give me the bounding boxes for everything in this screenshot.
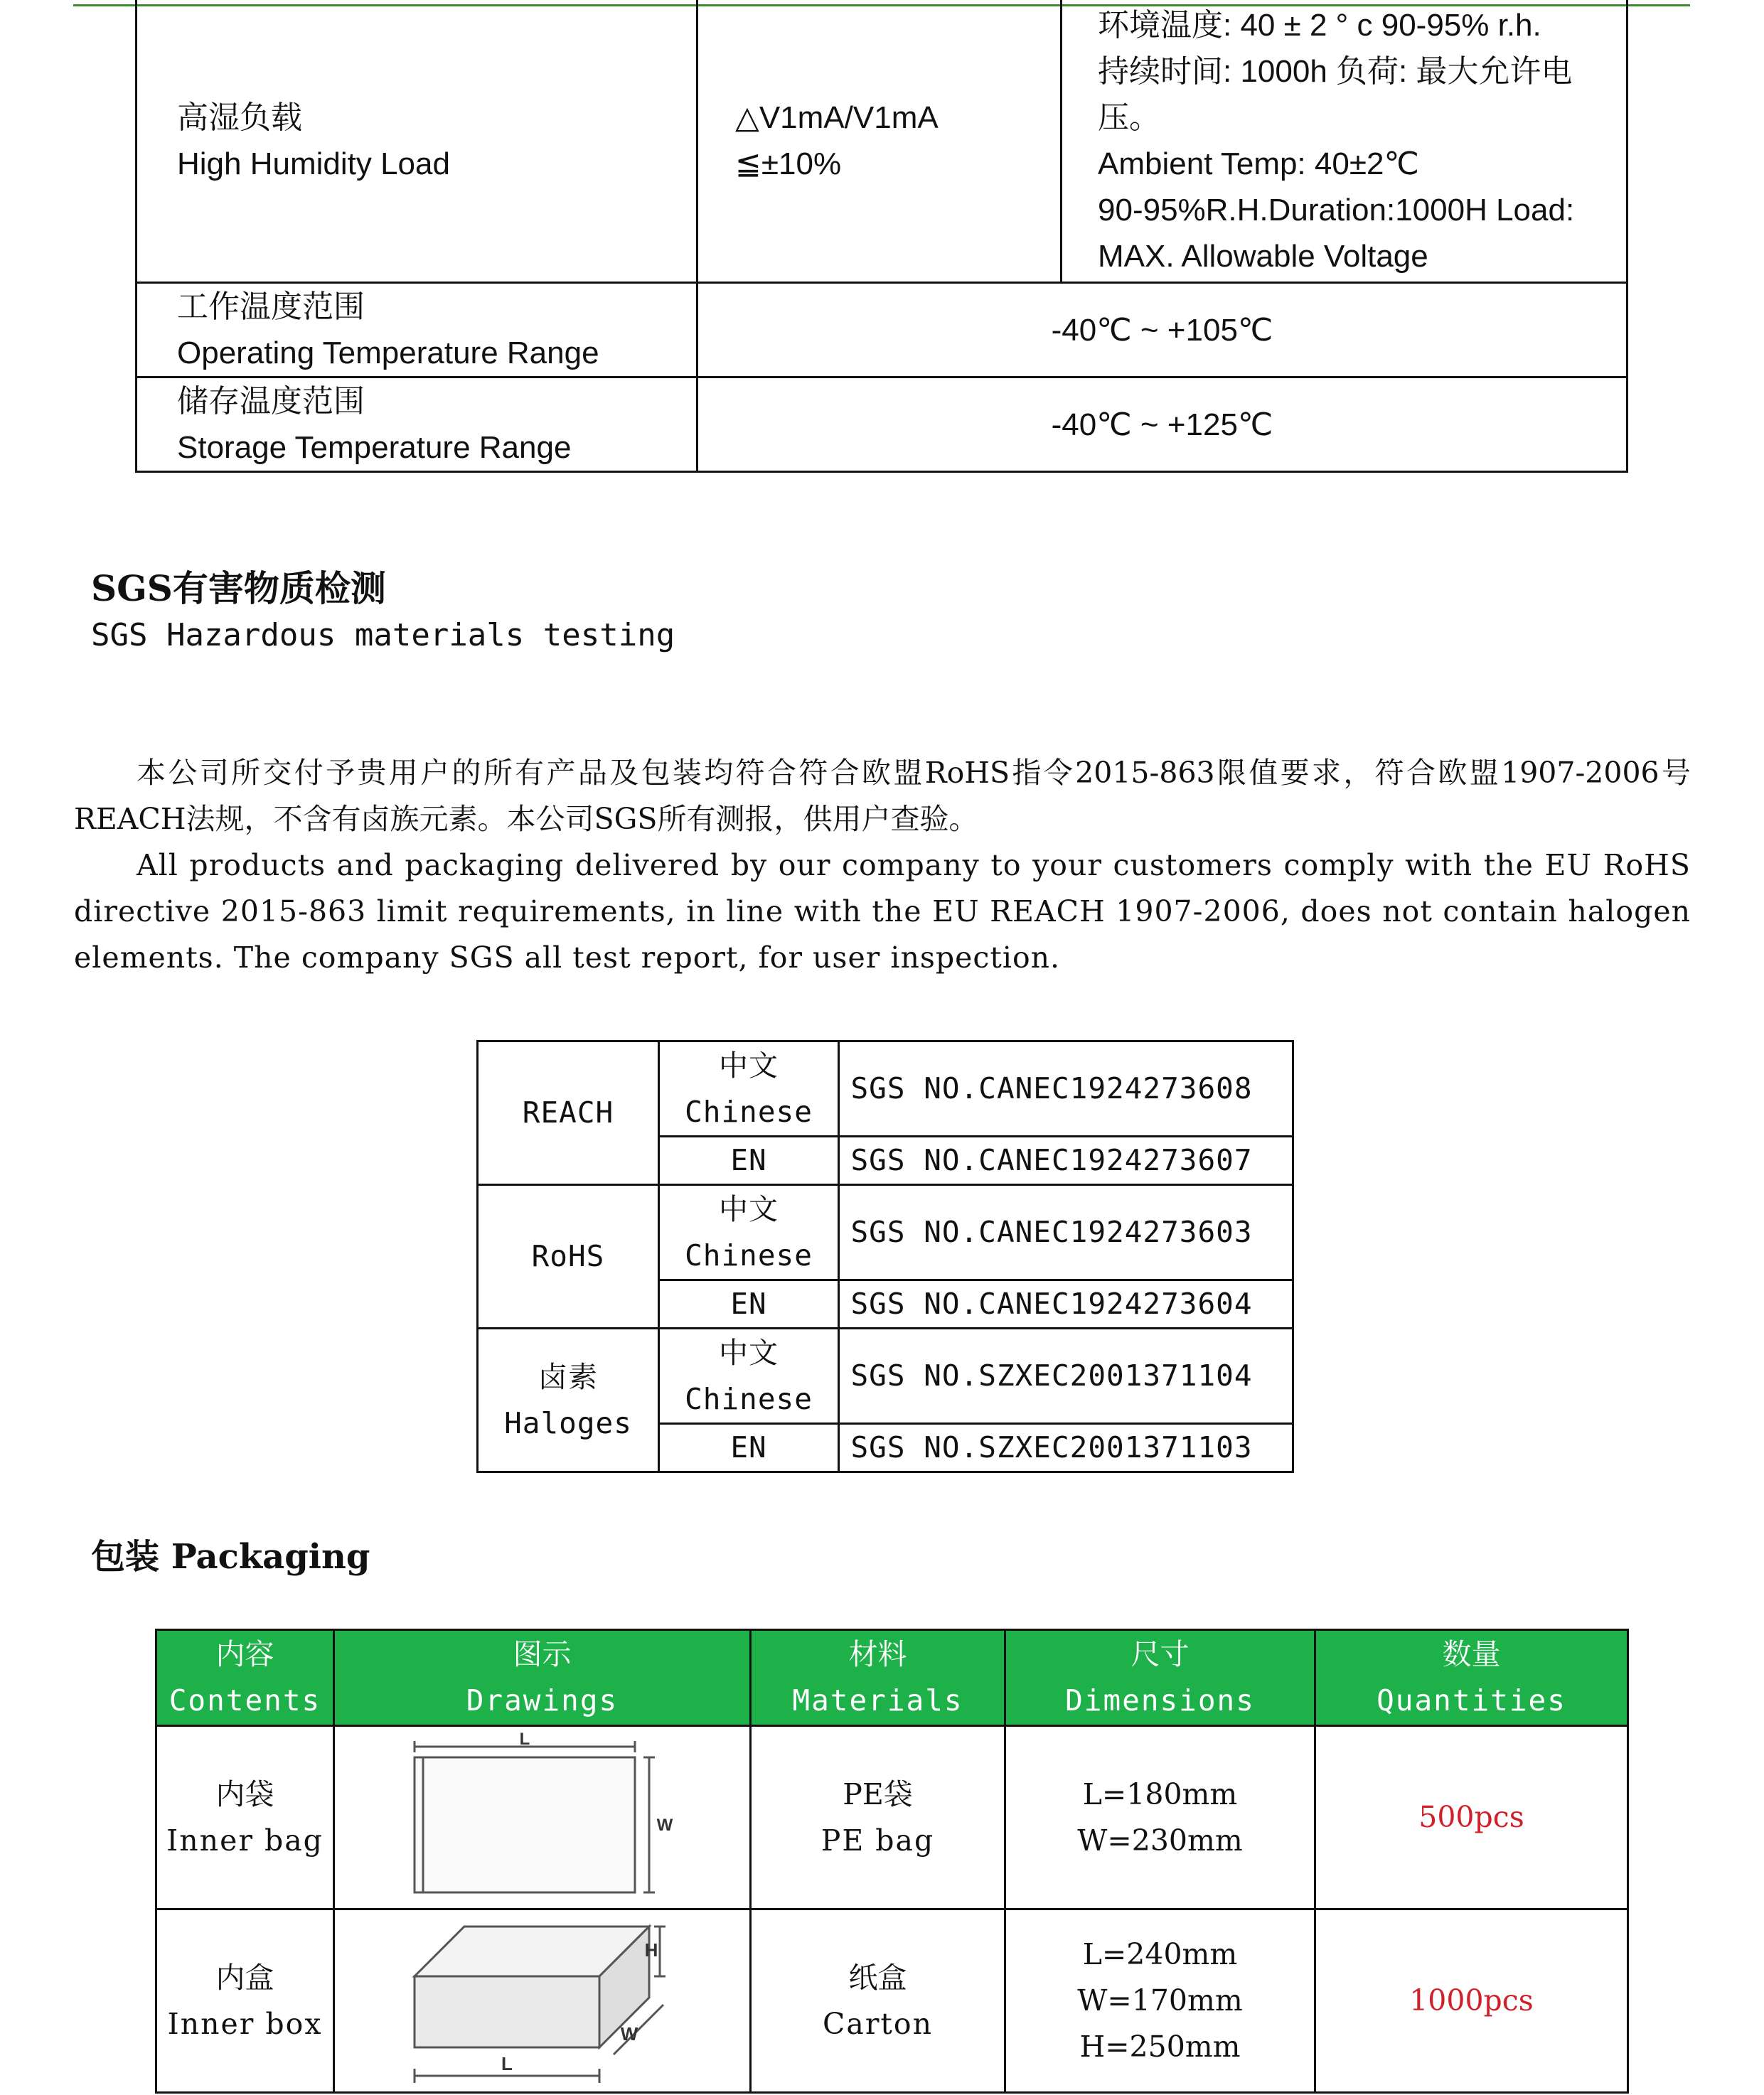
- sgs-row: [478, 1185, 1293, 1280]
- sgs-lang-cn-en: Chinese: [685, 1238, 813, 1272]
- material-en: Carton: [823, 2006, 933, 2041]
- dimension-line: W=230mm: [1077, 1823, 1243, 1858]
- content-cn: 内袋: [215, 1777, 274, 1811]
- spec-condition-line: Ambient Temp: 40±2℃: [1098, 146, 1419, 181]
- spec-condition-line: 90-95%R.H.Duration:1000H Load:: [1098, 193, 1575, 227]
- dimensions-cell: [1005, 1909, 1315, 2093]
- dimension-line: L=240mm: [1082, 1937, 1238, 1971]
- header-materials: [751, 1630, 1005, 1726]
- content-cell: [156, 1726, 334, 1909]
- sgs-lang-en: EN: [659, 1424, 839, 1472]
- packaging-table: [155, 1629, 1629, 2094]
- spec-item-cell: [137, 377, 697, 472]
- spec-item-cn: 工作温度范围: [177, 289, 365, 324]
- sgs-lang-cn: 中文: [719, 1335, 779, 1370]
- header-en: Materials: [792, 1683, 963, 1718]
- drawing-cell: [334, 1726, 751, 1909]
- sgs-group-name-line: 卤素: [538, 1359, 598, 1394]
- dimension-line: H=250mm: [1079, 2030, 1241, 2064]
- drawing-label-l: L: [519, 1732, 530, 1749]
- spec-item-cn: 储存温度范围: [177, 384, 365, 419]
- sgs-report-number: SGS NO.SZXEC2001371103: [839, 1424, 1293, 1472]
- dimension-line: L=180mm: [1082, 1777, 1238, 1811]
- sgs-lang-cell: [659, 1329, 839, 1424]
- packaging-header-row: [156, 1630, 1628, 1726]
- sgs-lang-en: EN: [659, 1137, 839, 1185]
- spec-item-en: Operating Temperature Range: [177, 336, 599, 370]
- quantity-cell: 1000pcs: [1315, 1909, 1628, 2093]
- header-en: Quantities: [1377, 1683, 1566, 1718]
- quantity-cell: 500pcs: [1315, 1726, 1628, 1909]
- sgs-statement-en: All products and packaging delivered by our company to your customers comply with the EU RoHS directive 2015-863 limit requirements, in line with the EU REACH 1907-2006, does not contain halogen elements. The company SGS all test report, for user inspection.: [74, 848, 1691, 975]
- sgs-group-name-line: RoHS: [531, 1239, 605, 1273]
- sgs-row: [478, 1329, 1293, 1424]
- header-cn: 材料: [848, 1637, 907, 1671]
- spec-row-storage: [137, 377, 1627, 472]
- header-cn: 内容: [215, 1637, 274, 1671]
- header-quantities: [1315, 1630, 1628, 1726]
- material-cn: 纸盒: [848, 1960, 907, 1995]
- spec-condition-cell: [1062, 0, 1627, 283]
- material-cell: [751, 1726, 1005, 1909]
- spec-item-en: Storage Temperature Range: [177, 430, 572, 465]
- spec-item-en: High Humidity Load: [177, 146, 450, 181]
- spec-value-cell: -40℃ ~ +125℃: [697, 377, 1627, 472]
- sgs-statement-cn: 本公司所交付予贵用户的所有产品及包装均符合符合欧盟RoHS指令2015-863限值要求，符合欧盟1907-2006号REACH法规，不含有卤族元素。本公司SGS所有测报，供用户查验。: [74, 756, 1691, 836]
- header-contents: [156, 1630, 334, 1726]
- sgs-lang-cell: [659, 1185, 839, 1280]
- material-en: PE bag: [820, 1823, 935, 1858]
- material-cn: PE袋: [843, 1777, 913, 1811]
- spec-condition-line: 持续时间: 1000h 负荷: 最大允许电: [1098, 54, 1573, 89]
- spec-item-cell: [137, 283, 697, 377]
- content-en: Inner box: [167, 2006, 323, 2041]
- dimensions-cell: [1005, 1726, 1315, 1909]
- sgs-lang-cn: 中文: [719, 1191, 779, 1226]
- spec-condition-line: 环境温度: 40 ± 2 ° c 90-95% r.h.: [1098, 8, 1541, 43]
- sgs-statement: [74, 750, 1691, 981]
- drawing-cell: [334, 1909, 751, 2093]
- content-cn: 内盒: [215, 1960, 274, 1995]
- sgs-section-title-en: SGS Hazardous materials testing: [91, 617, 675, 653]
- header-en: Drawings: [466, 1683, 619, 1718]
- sgs-report-table: [476, 1040, 1294, 1473]
- header-cn: 图示: [513, 1637, 572, 1671]
- sgs-row: [478, 1041, 1293, 1137]
- content-en: Inner bag: [166, 1823, 324, 1858]
- sgs-lang-cn: 中文: [719, 1048, 779, 1083]
- sgs-group-name-line: REACH: [522, 1095, 614, 1130]
- inner-bag-drawing: [407, 1732, 678, 1903]
- dimension-line: W=170mm: [1077, 1983, 1243, 2018]
- spec-criteria-cell: [697, 0, 1062, 283]
- header-en: Contents: [169, 1683, 321, 1718]
- spec-table: [135, 0, 1628, 473]
- sgs-group-name: [478, 1185, 659, 1329]
- spec-criteria-line: △V1mA/V1mA: [735, 100, 939, 135]
- sgs-report-number: SGS NO.CANEC1924273608: [839, 1041, 1293, 1137]
- spec-row-humidity: [137, 0, 1627, 283]
- spec-item-cn: 高湿负载: [177, 100, 302, 135]
- sgs-group-name-line: Haloges: [504, 1405, 632, 1440]
- sgs-report-number: SGS NO.SZXEC2001371104: [839, 1329, 1293, 1424]
- spec-item-cell: [137, 0, 697, 283]
- packaging-row-inner-box: [156, 1909, 1628, 2093]
- inner-box-drawing: [407, 1912, 678, 2090]
- sgs-lang-cn-en: Chinese: [685, 1094, 813, 1129]
- spec-condition-line: MAX. Allowable Voltage: [1098, 239, 1428, 274]
- drawing-label-l: L: [501, 2052, 513, 2074]
- packaging-row-inner-bag: [156, 1726, 1628, 1909]
- spec-condition-line: 压。: [1098, 100, 1160, 135]
- drawing-label-w: W: [656, 1815, 673, 1835]
- drawing-label-w: W: [620, 2022, 638, 2045]
- spec-criteria-line: ≦±10%: [735, 146, 842, 181]
- sgs-report-number: SGS NO.CANEC1924273603: [839, 1185, 1293, 1280]
- sgs-report-number: SGS NO.CANEC1924273607: [839, 1137, 1293, 1185]
- spec-row-operating: [137, 283, 1627, 377]
- header-en: Dimensions: [1065, 1683, 1255, 1718]
- header-drawings: [334, 1630, 751, 1726]
- sgs-report-number: SGS NO.CANEC1924273604: [839, 1280, 1293, 1329]
- spec-value-cell: -40℃ ~ +105℃: [697, 283, 1627, 377]
- drawing-label-h: H: [644, 1939, 658, 1961]
- header-cn: 尺寸: [1130, 1637, 1190, 1671]
- sgs-group-name: [478, 1329, 659, 1472]
- header-cn: 数量: [1442, 1637, 1501, 1671]
- sgs-section-title-cn: SGS有害物质检测: [91, 567, 386, 609]
- sgs-lang-cn-en: Chinese: [685, 1381, 813, 1416]
- sgs-group-name: [478, 1041, 659, 1185]
- material-cell: [751, 1909, 1005, 2093]
- packaging-section-title: 包装 Packaging: [91, 1537, 370, 1577]
- sgs-lang-en: EN: [659, 1280, 839, 1329]
- sgs-lang-cell: [659, 1041, 839, 1137]
- header-dimensions: [1005, 1630, 1315, 1726]
- content-cell: [156, 1909, 334, 2093]
